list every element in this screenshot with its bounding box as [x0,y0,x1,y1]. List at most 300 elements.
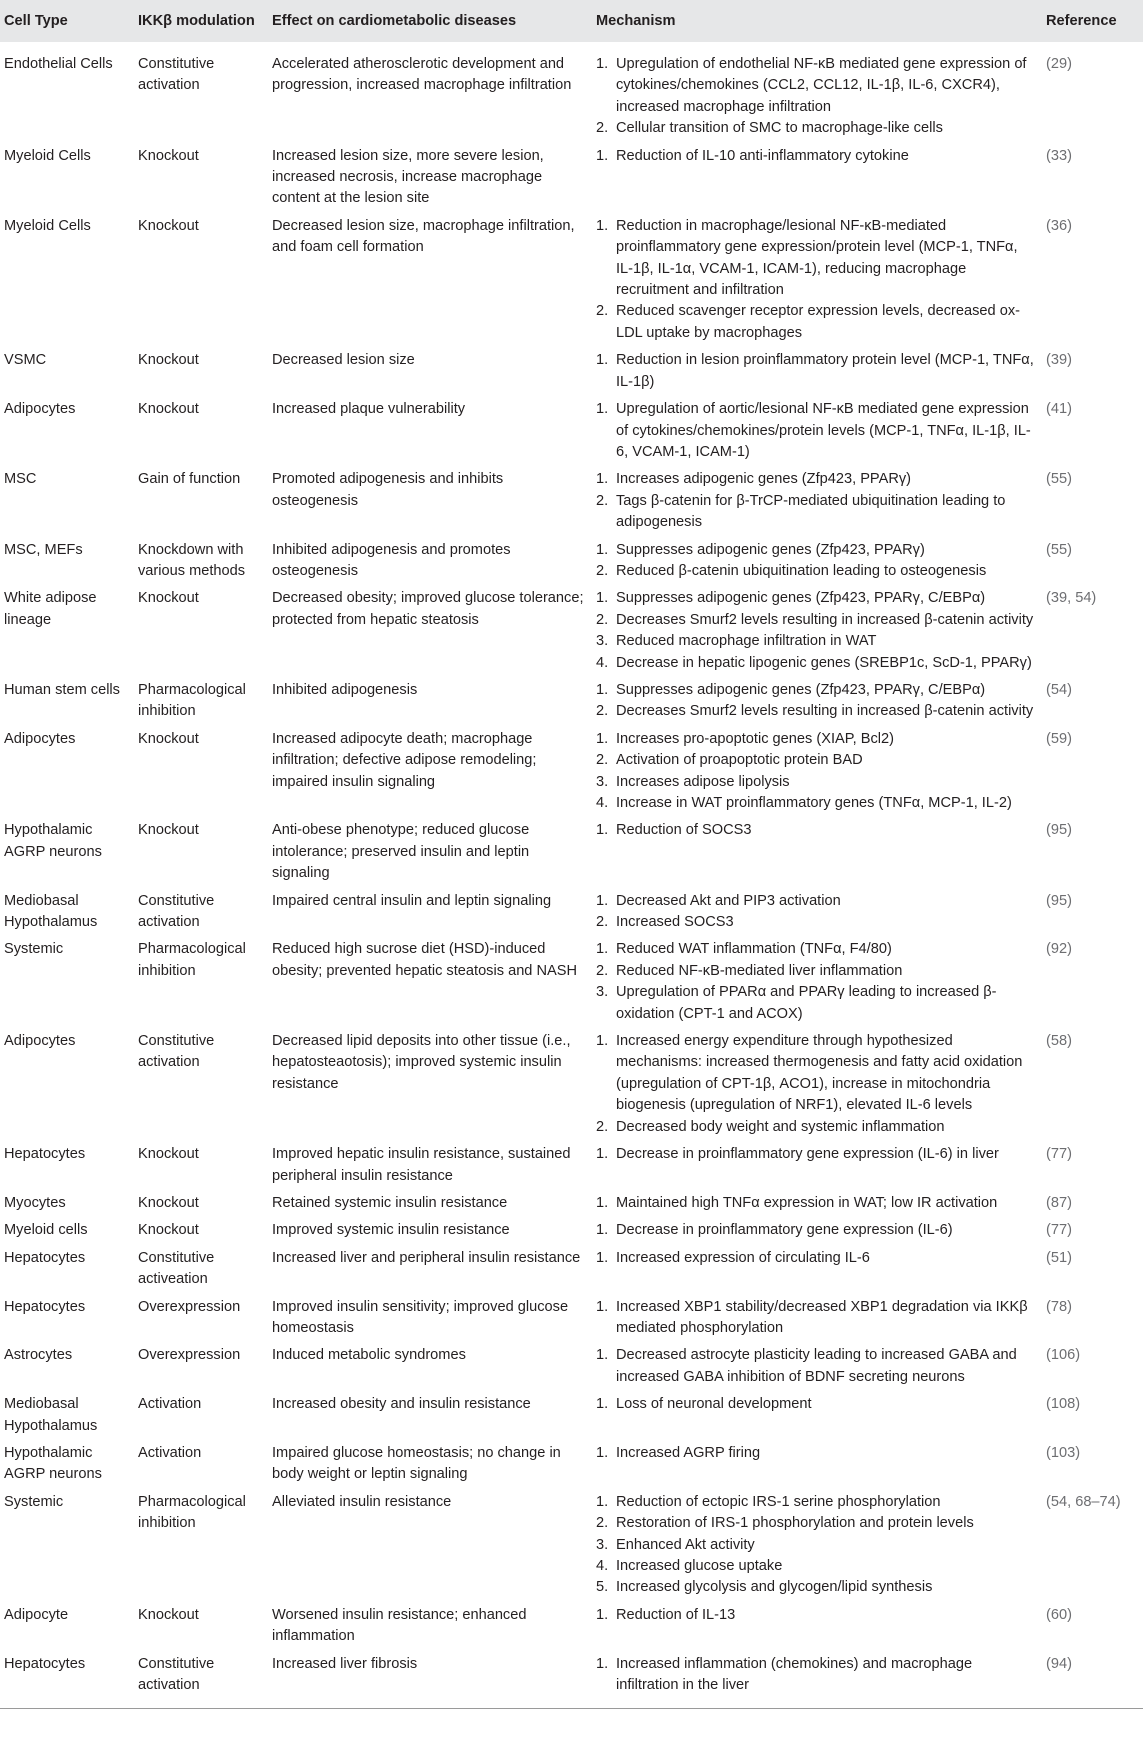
mechanism [592,1342,1042,1391]
mechanism [592,1391,1042,1440]
mechanism [592,936,1042,1028]
cell-type: Adipocytes [4,730,76,747]
effect: Decreased lesion size [272,352,415,369]
effect: Increased liver and peripheral insulin resistance [272,1249,581,1266]
mechanism-text: Decrease in proinflammatory gene expression (IL-6) in liver [616,1146,999,1163]
reference: (95) [1046,822,1072,839]
ikkb-modulation: Overexpression [138,1298,241,1315]
cell-type: Myeloid Cells [4,217,91,234]
mechanism-list [596,1297,1038,1340]
table-row [0,1342,1143,1391]
mechanism-item [596,1654,1038,1697]
header-modulation: IKKβ modulation [138,13,255,29]
effect: Increased adipocyte death; macrophage infiltration; defective adipose remodeling; impaired insulin signaling [272,730,537,790]
table-row [0,143,1143,213]
mechanism-number: 1. [596,217,609,234]
mechanism-item [596,961,1038,982]
mechanism-item [596,216,1038,302]
mechanism-number: 1. [596,941,609,958]
reference: (55) [1046,471,1072,488]
mechanism-item [596,1492,1038,1513]
reference: (78) [1046,1298,1072,1315]
header-mechanism: Mechanism [596,13,676,29]
mechanism-item [596,491,1038,534]
reference: (77) [1046,1146,1072,1163]
effect: Increased liver fibrosis [268,1651,592,1709]
mechanism [592,347,1042,396]
mechanism-text: Decreased astrocyte plasticity leading to increased GABA and increased GABA inhibition of BDNF secreting neurons [616,1347,1017,1385]
cell-type: Myeloid cells [4,1222,88,1239]
mechanism-number: 1. [596,471,609,488]
cell-type: Hepatocytes [4,1298,86,1315]
mechanism-item [596,701,1038,722]
mechanism-item [596,1117,1038,1138]
header-row [0,0,1143,42]
ikkb-modulation: Knockout [138,730,199,747]
cell-type: Adipocyte [4,1606,69,1623]
mechanism-text: Reduced macrophage infiltration in WAT [616,633,877,650]
ikkb-modulation: Knockout [138,590,199,607]
cell-type: Mediobasal Hypothalamus [4,892,98,931]
mechanism-item [596,469,1038,490]
reference: (59) [1046,730,1072,747]
mechanism-item [596,350,1038,393]
cell-type: Hypothalamic AGRP neurons [4,1444,102,1483]
mechanism [592,726,1042,818]
mechanism-number: 1. [596,1396,609,1413]
table-row [0,466,1143,536]
reference: (103) [1046,1444,1081,1461]
ikkb-modulation: Knockout [138,352,199,369]
cell-type: Human stem cells [4,681,120,698]
reference: (87) [1046,1194,1072,1211]
mechanism-text: Suppresses adipogenic genes (Zfp423, PPARγ, C/EBPα) [616,590,986,607]
mechanism-number: 1. [596,1146,609,1163]
mechanism [592,42,1042,143]
mechanism-item [596,680,1038,701]
effect: Improved hepatic insulin resistance, sustained peripheral insulin resistance [272,1146,571,1184]
reference: (39) [1046,352,1072,369]
mechanism-list [596,1193,1038,1214]
mechanism [592,888,1042,937]
mechanism-number: 4. [596,654,609,671]
cell-type: Hepatocytes [4,1249,86,1266]
mechanism-number: 1. [596,541,609,558]
cell-type: Systemic [4,941,64,958]
cell-type: White adipose lineage [4,590,97,628]
mechanism-number: 1. [596,401,609,418]
mechanism-list [596,1031,1038,1138]
mechanism-number: 1. [596,730,609,747]
mechanism-number: 1. [596,147,609,164]
mechanism-item [596,1556,1038,1577]
mechanism-item [596,610,1038,631]
mechanism [592,1245,1042,1294]
mechanism-item [596,399,1038,463]
mechanism [592,1217,1042,1244]
mechanism-item [596,540,1038,561]
mechanism-item [596,912,1038,933]
table-body [0,42,1143,1709]
mechanism-list [596,216,1038,344]
ikkb-modulation: Knockout [138,1146,199,1163]
table-row [0,817,1143,887]
ikkb-modulation: Pharmacological inhibition [138,941,246,979]
table-row [0,1391,1143,1440]
mechanism-text: Reduction in lesion proinflammatory protein level (MCP-1, TNFα, IL-1β) [616,352,1034,390]
effect: Increased lesion size, more severe lesion, increased necrosis, increase macrophage content at the lesion site [272,147,544,207]
effect: Impaired central insulin and leptin signaling [272,892,552,909]
mechanism-number: 1. [596,1606,609,1623]
mechanism-item [596,1443,1038,1464]
mechanism-text: Increased XBP1 stability/decreased XBP1 degradation via IKKβ mediated phosphorylation [616,1298,1028,1336]
mechanism-number: 1. [596,1298,609,1315]
mechanism-text: Reduced β-catenin ubiquitination leading to osteogenesis [616,562,987,579]
cell-type: Endothelial Cells [4,56,113,72]
reference: (33) [1046,147,1072,164]
mechanism [592,817,1042,887]
ikkb-modulation: Constitutive activation [138,892,215,931]
mechanism [592,396,1042,466]
mechanism-number: 1. [596,1444,609,1461]
table-row [0,1489,1143,1602]
mechanism-text: Reduced scavenger receptor expression levels, decreased ox-LDL uptake by macrophages [616,303,1020,341]
effect: Decreased lipid deposits into other tissue (i.e., hepatosteaotosis); improved systemic insulin resistance [272,1033,571,1092]
mechanism-number: 2. [596,611,609,628]
mechanism [592,585,1042,677]
mechanism-text: Restoration of IRS-1 phosphorylation and protein levels [616,1515,974,1532]
mechanism-text: Loss of neuronal development [616,1396,812,1413]
mechanism-text: Reduced NF-κB-mediated liver inflammation [616,962,903,979]
cell-type: Systemic [4,1493,64,1510]
mechanism-item [596,750,1038,771]
mechanism-list [596,1605,1038,1626]
mechanism-number: 1. [596,590,609,607]
effect: Retained systemic insulin resistance [272,1194,508,1211]
mechanism-text: Increased SOCS3 [616,914,734,931]
mechanism-number: 2. [596,752,609,769]
mechanism-text: Reduced WAT inflammation (TNFα, F4/80) [616,941,892,958]
mechanism-item [596,772,1038,793]
reference: (94) [1042,1651,1143,1709]
mechanism-text: Cellular transition of SMC to macrophage-like cells [616,120,943,137]
effect: Accelerated atherosclerotic development and progression, increased macrophage infiltration [272,56,572,94]
mechanism-item [596,588,1038,609]
mechanism [592,1602,1042,1651]
reference: (60) [1046,1606,1072,1623]
mechanism-item [596,1577,1038,1598]
cell-type: VSMC [4,352,47,369]
header-reference: Reference [1046,13,1117,29]
mechanism-item [596,54,1038,118]
header-effect: Effect on cardiometabolic diseases [272,13,517,29]
mechanism-text: Increased glycolysis and glycogen/lipid synthesis [616,1579,933,1596]
table-row [0,888,1143,937]
mechanism-text: Reduction of ectopic IRS-1 serine phosphorylation [616,1493,941,1510]
mechanism [592,1440,1042,1489]
mechanism-number: 1. [596,1347,609,1364]
mechanism-number: 1. [596,1493,609,1510]
mechanism-list [596,588,1038,674]
mechanism-number: 1. [596,1033,609,1050]
mechanism-text: Increased glucose uptake [616,1558,783,1574]
reference: (39, 54) [1046,590,1097,607]
ikkb-modulation: Knockdown with various methods [138,541,246,579]
table-row [0,1440,1143,1489]
mechanism-text: Decrease in proinflammatory gene expression (IL-6) [616,1222,953,1239]
mechanism-text: Enhanced Akt activity [616,1536,755,1553]
ikkb-modulation: Constitutive activation [138,56,215,94]
cell-type: MSC [4,471,37,488]
mechanism-list [596,1248,1038,1269]
cell-type: Hypothalamic AGRP neurons [4,822,102,860]
mechanism [592,1141,1042,1190]
mechanism-list [596,1654,1038,1697]
reference: (92) [1046,941,1072,958]
ikkb-modulation: Knockout [138,1606,199,1623]
mechanism [592,537,1042,586]
ikkb-modulation: Constitutive activeation [138,1249,215,1288]
mechanism-number: 1. [596,681,609,698]
mechanism-item [596,118,1038,139]
mechanism-number: 1. [596,1194,609,1211]
mechanism-item [596,1248,1038,1269]
mechanism-number: 1. [596,56,609,72]
mechanism-text: Decreases Smurf2 levels resulting in increased β-catenin activity [616,703,1034,720]
reference: (51) [1046,1249,1072,1266]
reference: (77) [1046,1222,1072,1239]
mechanism-list [596,820,1038,841]
table-row [0,1141,1143,1190]
mechanism-item [596,146,1038,167]
mechanism-text: Upregulation of aortic/lesional NF-κB mediated gene expression of cytokines/chemokines/protein levels (MCP-1, TNFα, IL-1β, IL-6, VCAM-1, ICAM-1) [616,401,1031,460]
mechanism-number: 1. [596,822,609,839]
mechanism-list [596,399,1038,463]
mechanism-item [596,939,1038,960]
mechanism [592,677,1042,726]
mechanism-text: Decreases Smurf2 levels resulting in increased β-catenin activity [616,611,1034,628]
mechanism-list [596,1394,1038,1415]
mechanism-list [596,1345,1038,1388]
reference: (106) [1046,1347,1081,1364]
mechanism-list [596,939,1038,1025]
mechanism-number: 1. [596,1222,609,1239]
mechanism [592,143,1042,213]
effect: Improved systemic insulin resistance [272,1222,510,1239]
reference: (95) [1046,892,1072,909]
mechanism [592,1489,1042,1602]
mechanism-item [596,1144,1038,1165]
reference: (54, 68–74) [1046,1493,1121,1510]
ikkb-modulation: Knockout [138,822,199,839]
mechanism-text: Increased AGRP firing [616,1444,761,1461]
effect: Inhibited adipogenesis and promotes osteogenesis [272,541,511,579]
ikkb-modulation: Constitutive activation [138,1033,215,1071]
mechanism [592,1651,1042,1709]
mechanism-item [596,1605,1038,1626]
cell-type: Astrocytes [4,1347,73,1364]
mechanism-text: Increase in WAT proinflammatory genes (TNFα, MCP-1, IL-2) [616,795,1012,811]
cell-type: Myocytes [4,1194,66,1211]
mechanism-item [596,982,1038,1025]
mechanism-item [596,1513,1038,1534]
ikkb-modulation: Knockout [138,1194,199,1211]
mechanism [592,1190,1042,1217]
mechanism-item [596,1220,1038,1241]
cell-type: Mediobasal Hypothalamus [4,1396,98,1434]
mechanism-item [596,301,1038,344]
ikkb-modulation: Pharmacological inhibition [138,1493,246,1532]
cell-type: Hepatocytes [4,1146,86,1163]
effect: Decreased obesity; improved glucose tolerance; protected from hepatic steatosis [272,590,584,628]
effect: Reduced high sucrose diet (HSD)-induced obesity; prevented hepatic steatosis and NASH [272,941,578,979]
table-row [0,1651,1143,1709]
mechanism-text: Decreased Akt and PIP3 activation [616,892,841,909]
table-row [0,213,1143,347]
reference: (54) [1046,681,1072,698]
table-row [0,726,1143,818]
ikkb-modulation: Knockout [138,1222,199,1239]
mechanism-number: 1. [596,892,609,909]
reference: (29) [1046,56,1072,72]
mechanism-number: 1. [596,1655,609,1672]
mechanism-text: Increased expression of circulating IL-6 [616,1249,870,1266]
ikkb-modulation: Gain of function [138,471,241,488]
header-cell-type: Cell Type [4,13,68,29]
mechanism-text: Reduction of IL-13 [616,1606,736,1623]
table-row [0,42,1143,143]
mechanism-number: 4. [596,795,609,811]
mechanism-list [596,891,1038,934]
table-row [0,585,1143,677]
table-row [0,1217,1143,1244]
mechanism-text: Reduction in macrophage/lesional NF-κB-mediated proinflammatory gene expression/protein level (MCP-1, TNFα, IL-1β, IL-1α, VCAM-1, ICAM-1), reducing macrophage recruitment and infiltration [616,217,1018,299]
mechanism-item [596,653,1038,674]
table-row [0,1602,1143,1651]
mechanism-item [596,1193,1038,1214]
effect: Impaired glucose homeostasis; no change in body weight or leptin signaling [272,1444,561,1483]
effect: Induced metabolic syndromes [272,1347,466,1364]
cell-type: Adipocytes [4,1033,76,1050]
mechanism-text: Decreased body weight and systemic inflammation [616,1118,945,1135]
mechanism-number: 1. [596,1249,609,1266]
ikkb-modulation: Activation [138,1444,202,1461]
effect: Worsened insulin resistance; enhanced inflammation [272,1606,527,1645]
mechanism-item [596,891,1038,912]
mechanism-text: Decrease in hepatic lipogenic genes (SREBP1c, ScD-1, PPARγ) [616,654,1032,671]
mechanism-number: 2. [596,120,609,137]
effect: Increased plaque vulnerability [272,401,466,418]
table-header [0,0,1143,42]
mechanism-text: Reduction of SOCS3 [616,822,752,839]
ikkb-modulation: Knockout [138,401,199,418]
reference: (108) [1046,1396,1081,1413]
mechanism-text: Increases adipose lipolysis [616,773,790,790]
table-row [0,677,1143,726]
mechanism-list [596,146,1038,167]
table-row [0,1245,1143,1294]
mechanism-list [596,540,1038,583]
mechanism [592,1294,1042,1343]
ikkb-modulation: Constitutive activation [134,1651,268,1709]
mechanism-list [596,350,1038,393]
mechanism-number: 3. [596,773,609,790]
mechanism-text: Reduction of IL-10 anti-inflammatory cytokine [616,147,909,164]
mechanism-text: Increased inflammation (chemokines) and macrophage infiltration in the liver [616,1655,973,1694]
effect: Inhibited adipogenesis [272,681,418,698]
mechanism-item [596,729,1038,750]
effect: Anti-obese phenotype; reduced glucose intolerance; preserved insulin and leptin signaling [272,822,530,882]
reference: (55) [1046,541,1072,558]
table-row [0,1190,1143,1217]
mechanism-number: 2. [596,962,609,979]
effect: Improved insulin sensitivity; improved glucose homeostasis [272,1298,569,1336]
mechanism-text: Suppresses adipogenic genes (Zfp423, PPARγ, C/EBPα) [616,681,986,698]
mechanism-number: 3. [596,984,609,1001]
ikkb-modulation: Knockout [138,147,199,164]
mechanism-number: 1. [596,352,609,369]
table-row [0,396,1143,466]
mechanism-number: 2. [596,492,609,509]
mechanism-text: Upregulation of endothelial NF-κB mediated gene expression of cytokines/chemokines (CCL2, CCL12, IL-1β, IL-6, CXCR4), increased macrophage infiltration [616,56,1027,115]
mechanism-text: Tags β-catenin for β-TrCP-mediated ubiquitination leading to adipogenesis [616,492,1006,531]
effect: Increased obesity and insulin resistance [272,1396,531,1413]
mechanism-text: Activation of proapoptotic protein BAD [616,752,863,769]
ikkb-modulation: Knockout [138,217,199,234]
mechanism-number: 4. [596,1558,609,1574]
mechanism-list [596,54,1038,140]
cell-type: MSC, MEFs [4,541,83,558]
ikkb-modulation: Activation [138,1396,202,1413]
mechanism-item [596,561,1038,582]
reference: (41) [1046,401,1072,418]
mechanism-text: Increased energy expenditure through hypothesized mechanisms: increased thermogenesis and fatty acid oxidation (upregulation of CPT-1β, ACO1), increase in mitochondria biogenesis (upregulation of NRF1), elevated IL-6 levels [616,1033,1023,1114]
cell-type: Myeloid Cells [4,147,91,164]
mechanism-text: Increases adipogenic genes (Zfp423, PPARγ) [616,471,912,488]
mechanism-text: Increases pro-apoptotic genes (XIAP, Bcl2) [616,730,894,747]
mechanism-item [596,793,1038,814]
reference: (58) [1046,1033,1072,1050]
mechanism-text: Suppresses adipogenic genes (Zfp423, PPARγ) [616,541,925,558]
mechanism [592,1028,1042,1141]
ikkb-modulation: Pharmacological inhibition [138,681,246,720]
mechanism-text: Maintained high TNFα expression in WAT; low IR activation [616,1194,998,1211]
table-row [0,936,1143,1028]
ikkb-modulation: Overexpression [138,1347,241,1364]
mechanism-number: 3. [596,1536,609,1553]
mechanism-list [596,680,1038,723]
effect: Alleviated insulin resistance [272,1493,452,1510]
mechanism-number: 3. [596,633,609,650]
mechanism-list [596,1492,1038,1599]
table-row [0,1028,1143,1141]
mechanism-number: 2. [596,1515,609,1532]
reference: (36) [1046,217,1072,234]
mechanism-list [596,1144,1038,1165]
mechanism-item [596,1031,1038,1117]
mechanism-list [596,1220,1038,1241]
mechanism-item [596,631,1038,652]
cell-type: Adipocytes [4,401,76,418]
mechanism-number: 2. [596,1118,609,1135]
mechanism-list [596,1443,1038,1464]
effect: Decreased lesion size, macrophage infiltration, and foam cell formation [272,217,575,256]
mechanism-item [596,1394,1038,1415]
mechanism-number: 5. [596,1579,609,1596]
mechanism-item [596,1345,1038,1388]
mechanism-text: Upregulation of PPARα and PPARγ leading to increased β-oxidation (CPT-1 and ACOX) [616,984,997,1022]
cell-type: Hepatocytes [0,1651,134,1709]
